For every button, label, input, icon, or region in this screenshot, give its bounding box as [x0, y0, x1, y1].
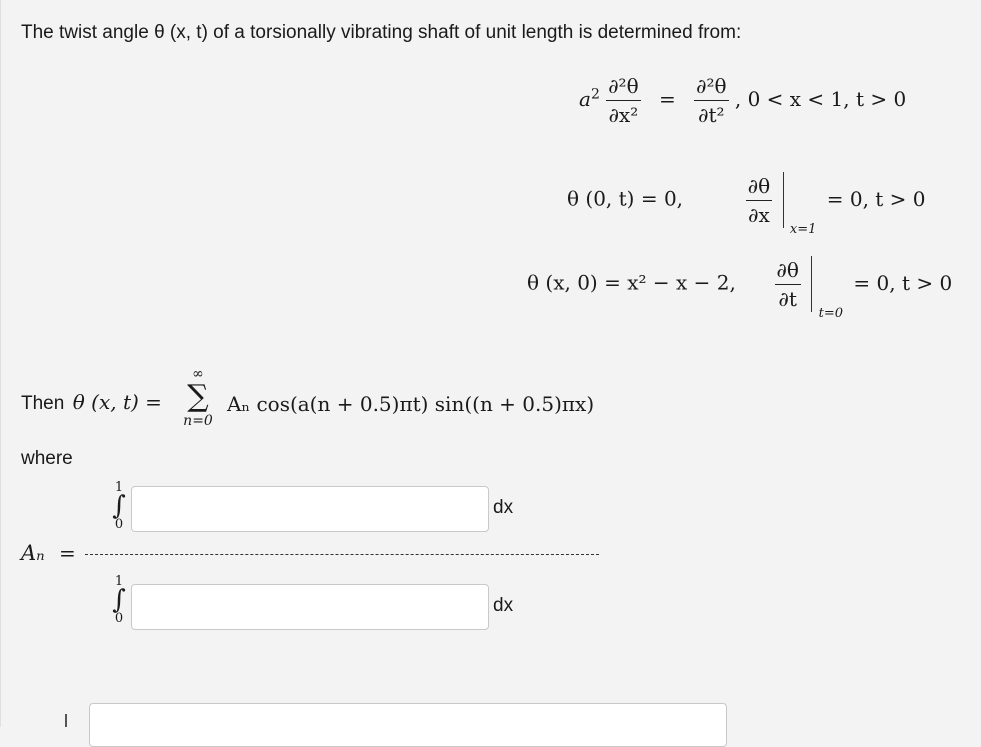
initial-conditions: θ (x, 0) = x² − x − 2, $\frac{\partial\theta}{\partial t}$ $_{t=0}$ = 0, t > 0 [527, 257, 953, 321]
problem-intro: The twist angle θ (x, t) of a torsionally vibrating shaft of unit length is determined from: [21, 22, 742, 43]
an-equals: = [59, 541, 76, 565]
bottom-bracket-mark [65, 714, 67, 727]
an-label: Aₙ [21, 541, 45, 565]
denominator-dx-label: dx [493, 595, 514, 616]
denominator-integral-sign: 1 ∫ 0 [112, 574, 126, 626]
pde-lhs-fraction: $\frac{\text{∂²θ}}{\text{∂x²}}$ [608, 74, 639, 127]
series-summand: Aₙ cos(a(n + 0.5)πt) sin((n + 0.5)πx) [227, 392, 595, 416]
numerator-integral-sign: 1 ∫ 0 [112, 480, 126, 532]
fraction-bar [85, 554, 599, 555]
denominator-integrand-input[interactable] [131, 584, 489, 630]
where-label: where [21, 448, 73, 469]
pde-rhs-fraction: $\frac{\text{∂²θ}}{\text{∂t²}}$ [696, 74, 727, 127]
bottom-answer-input[interactable] [89, 703, 727, 747]
bc-derivative: $\frac{\partial\theta}{\partial x}$ [747, 173, 771, 227]
boundary-conditions: θ (0, t) = 0, $\frac{\partial\theta}{\partial x}$ $_{x=1}$ = 0, t > 0 [567, 173, 926, 237]
pde-equation: $a^2$ $\frac{\text{∂²θ}}{\text{∂x²}}$ = $\frac{\text{∂²θ}}{\text{∂t²}}$ , 0 < x < 1, t > 0 [579, 74, 907, 127]
sum-operator: ∞ ∑ n=0 [183, 366, 213, 429]
ic-derivative: $\frac{\partial\theta}{\partial t}$ [776, 257, 799, 311]
numerator-integrand-input[interactable] [131, 486, 489, 532]
numerator-dx-label: dx [493, 497, 514, 518]
series-solution: Then θ (x, t) = [21, 390, 162, 414]
